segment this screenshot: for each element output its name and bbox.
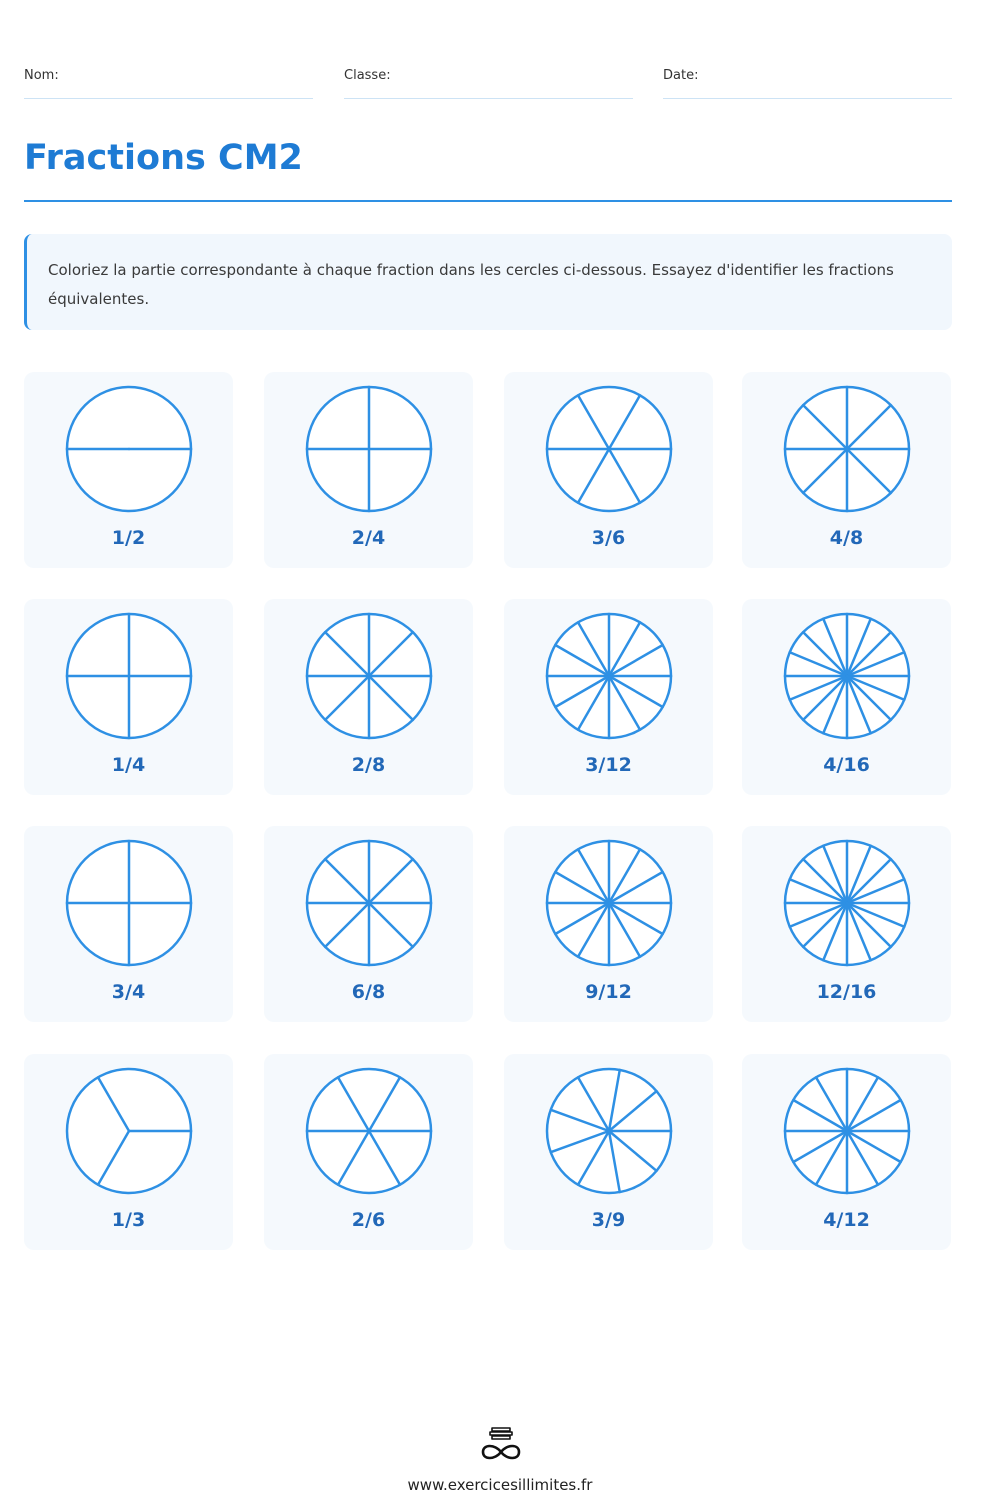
fraction-circle[interactable] — [304, 384, 434, 514]
class-field[interactable] — [344, 64, 633, 99]
fraction-label: 3/12 — [585, 754, 632, 776]
fraction-card[interactable] — [742, 1054, 951, 1250]
name-field-label: Nom: — [24, 68, 59, 83]
fraction-card[interactable] — [742, 826, 951, 1022]
fraction-label: 2/4 — [351, 527, 386, 549]
fraction-label: 4/12 — [823, 1209, 870, 1231]
fraction-label: 6/8 — [351, 981, 386, 1003]
fraction-circle[interactable] — [782, 611, 912, 741]
title-divider — [24, 200, 952, 202]
fraction-label: 4/16 — [823, 754, 870, 776]
fraction-circle[interactable] — [544, 611, 674, 741]
fraction-card[interactable] — [504, 826, 713, 1022]
fraction-label: 1/2 — [111, 527, 146, 549]
fraction-label: 3/4 — [111, 981, 146, 1003]
fraction-circle[interactable] — [64, 838, 194, 968]
fraction-label: 3/9 — [591, 1209, 626, 1231]
fraction-label: 12/16 — [816, 981, 877, 1003]
instructions-box: Coloriez la partie correspondante à chaque fraction dans les cercles ci-dessous. Essayez d'identifier les fractions équivalentes. — [24, 234, 952, 330]
fraction-card[interactable] — [742, 599, 951, 795]
books-infinity-icon — [477, 1424, 525, 1464]
fraction-circle[interactable] — [304, 611, 434, 741]
fraction-circle[interactable] — [304, 838, 434, 968]
fraction-circle[interactable] — [304, 1066, 434, 1196]
fraction-circle[interactable] — [782, 384, 912, 514]
fraction-circle[interactable] — [64, 384, 194, 514]
name-field[interactable] — [24, 64, 313, 99]
fraction-card[interactable] — [264, 1054, 473, 1250]
fraction-circle[interactable] — [782, 1066, 912, 1196]
fraction-circle[interactable] — [64, 611, 194, 741]
fraction-circle[interactable] — [544, 384, 674, 514]
fraction-card[interactable] — [24, 372, 233, 568]
fraction-card[interactable] — [504, 372, 713, 568]
fraction-card[interactable] — [24, 599, 233, 795]
page-title: Fractions CM2 — [24, 138, 303, 178]
fraction-label: 3/6 — [591, 527, 626, 549]
fraction-label: 2/6 — [351, 1209, 386, 1231]
fraction-label: 1/3 — [111, 1209, 146, 1231]
fraction-card[interactable] — [264, 826, 473, 1022]
fraction-circle[interactable] — [544, 838, 674, 968]
student-info-fields — [24, 64, 952, 100]
fraction-card[interactable] — [504, 1054, 713, 1250]
fraction-label: 9/12 — [585, 981, 632, 1003]
fraction-circle[interactable] — [544, 1066, 674, 1196]
date-field-label: Date: — [663, 68, 699, 83]
fraction-card[interactable] — [504, 599, 713, 795]
fraction-card[interactable] — [24, 826, 233, 1022]
date-field[interactable] — [663, 64, 952, 99]
fraction-circle[interactable] — [782, 838, 912, 968]
fraction-card[interactable] — [742, 372, 951, 568]
class-field-label: Classe: — [344, 68, 391, 83]
fraction-label: 2/8 — [351, 754, 386, 776]
fraction-card[interactable] — [24, 1054, 233, 1250]
fraction-label: 1/4 — [111, 754, 146, 776]
fraction-circle[interactable] — [64, 1066, 194, 1196]
fraction-card[interactable] — [264, 372, 473, 568]
fraction-card[interactable] — [264, 599, 473, 795]
fraction-label: 4/8 — [829, 527, 864, 549]
footer-url[interactable]: www.exercicesillimites.fr — [407, 1476, 593, 1494]
